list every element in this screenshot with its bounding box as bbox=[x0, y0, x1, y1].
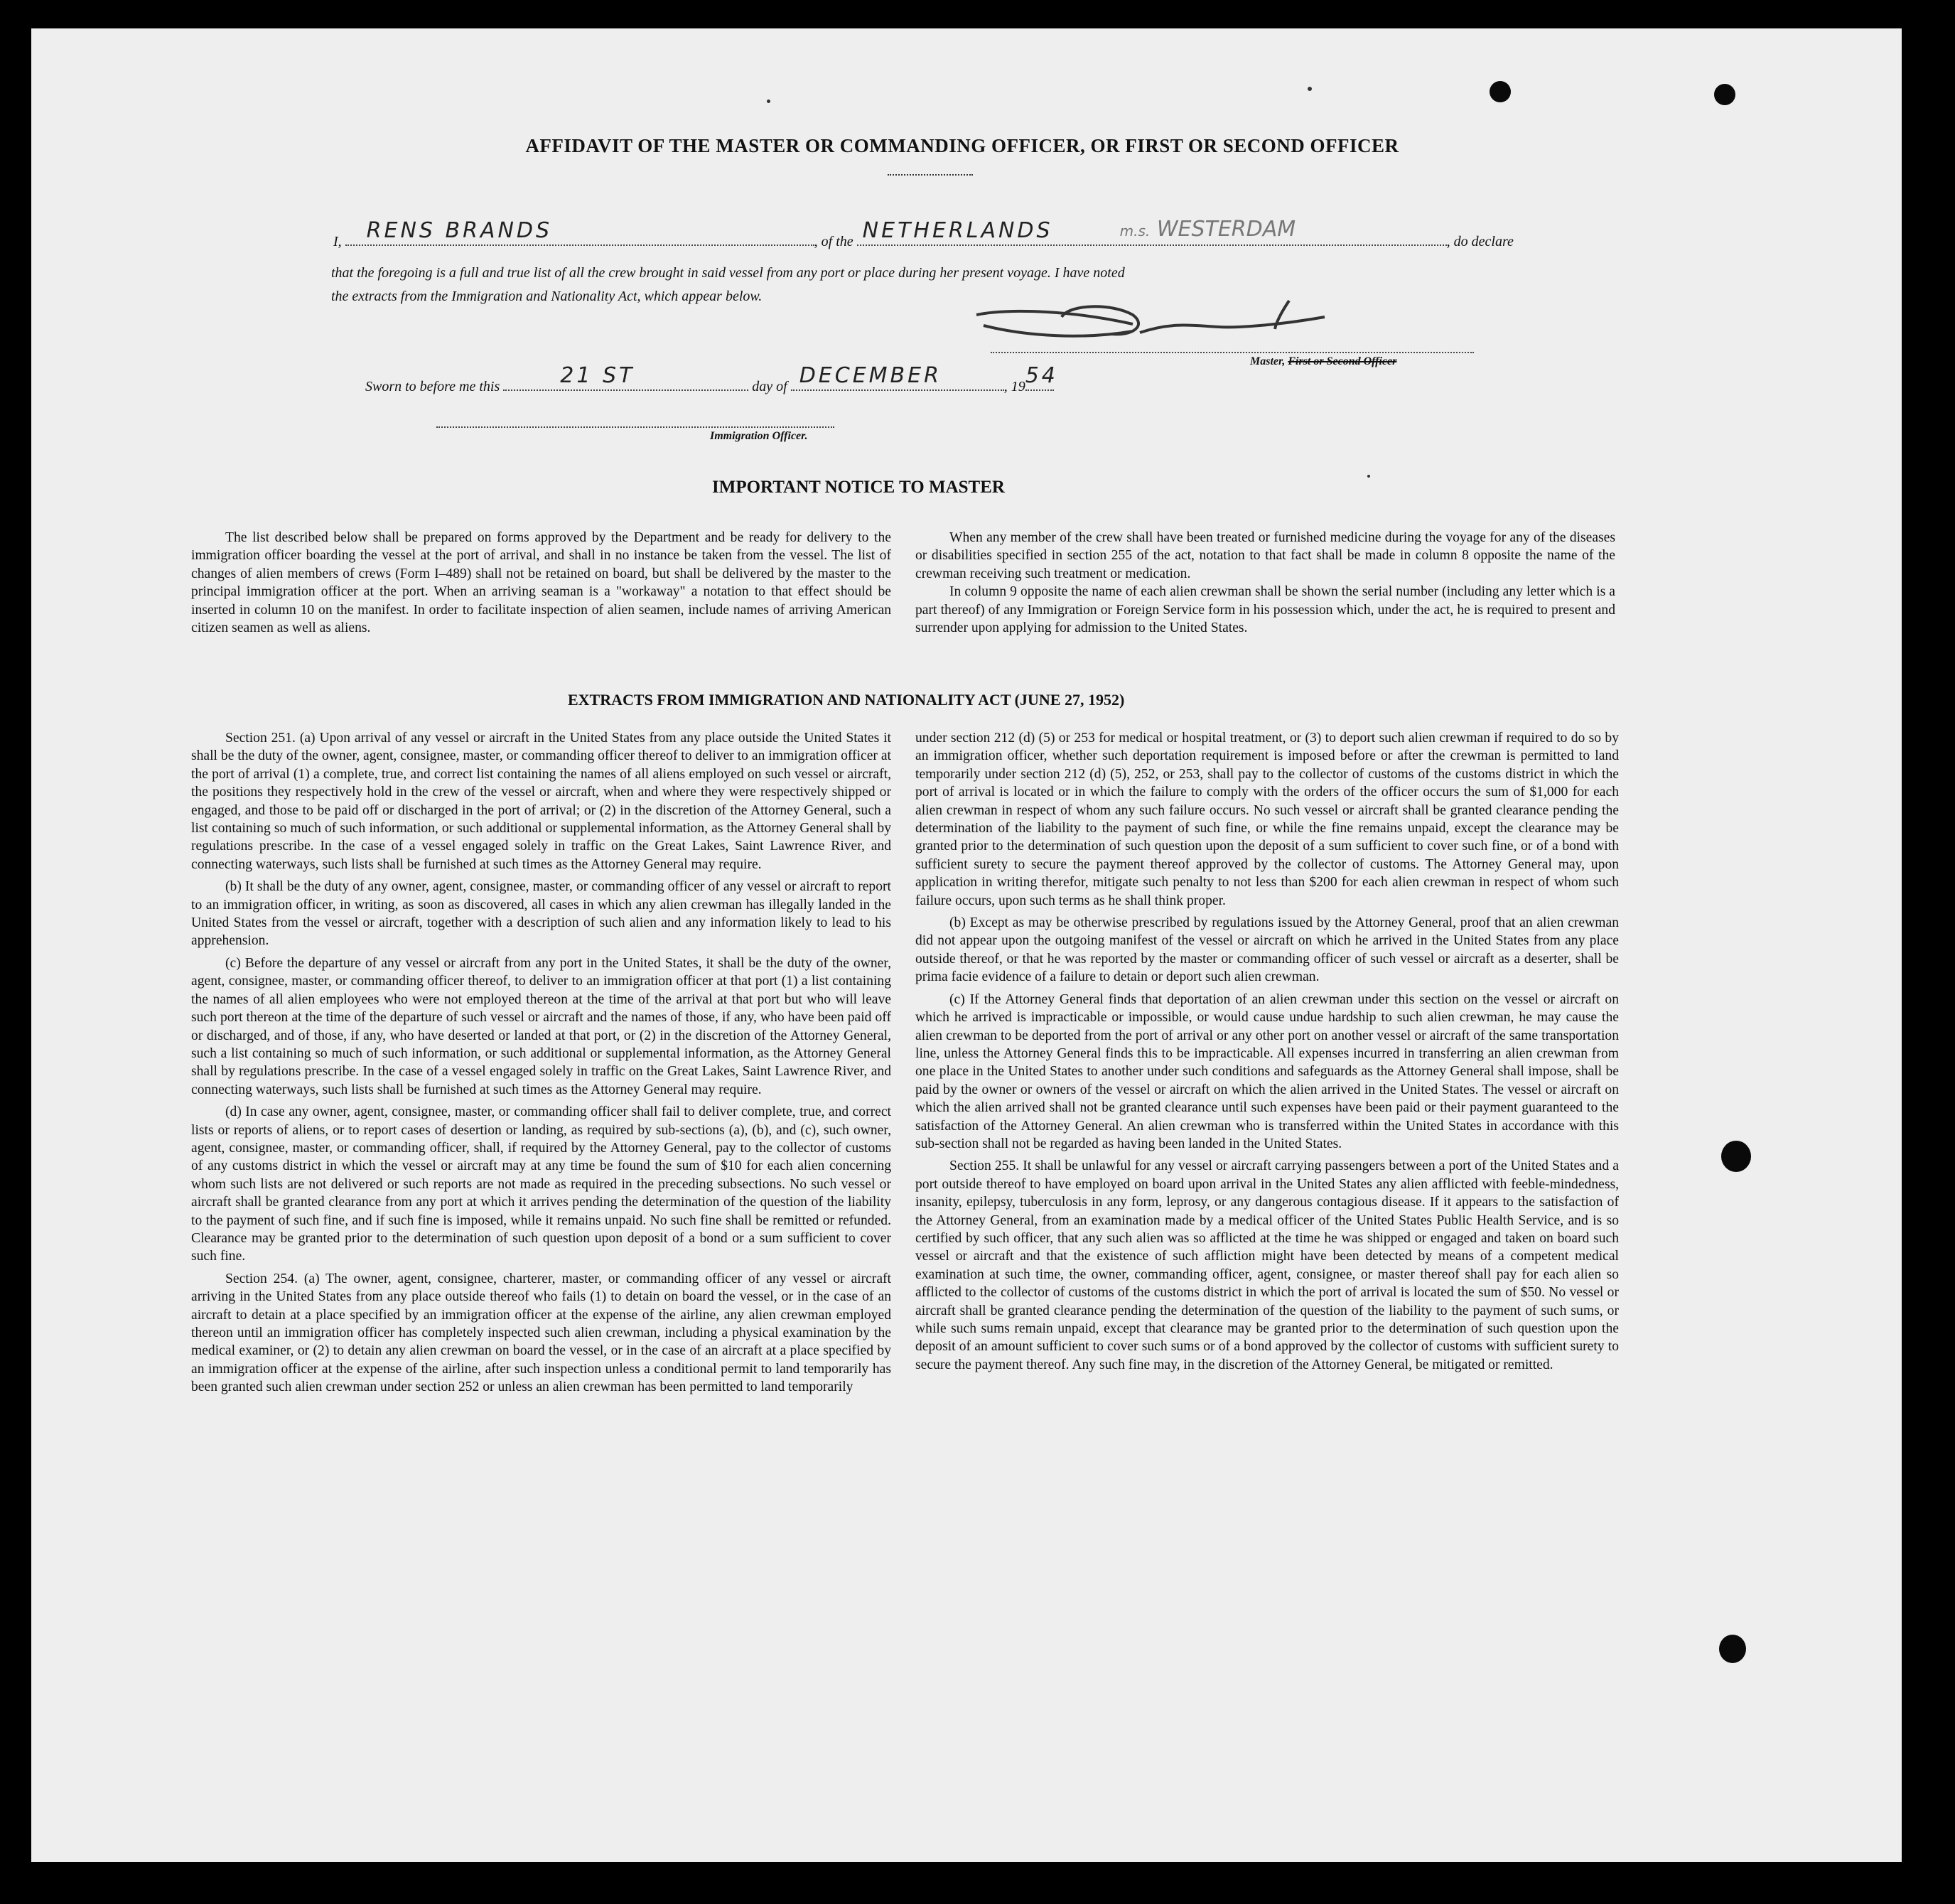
extracts-heading: EXTRACTS FROM IMMIGRATION AND NATIONALITY ACT (JUNE 27, 1952) bbox=[568, 691, 1125, 709]
section-254-a-continued: under section 212 (d) (5) or 253 for medical or hospital treatment, or (3) to deport such alien crewman if required to do so by an immigration officer, whether such deportation requirement is imposed before or after the crewman is permitted to land temporarily under section 212 (d) (5), 252, or 253, shall pay to the collector of customs of the customs district in which the port of arrival is located or in which the failure to comply with the orders of the officer occurs the sum of $1,000 for each alien crewman in respect of whom any such failure occurs. No such vessel or aircraft shall be granted clearance pending the determination of the liability to the payment of such fine, or while the fine remains unpaid, except the clearance may be granted prior to the determination of such question upon the deposit of a sum sufficient to cover such fine, or of a bond with sufficient surety to secure the payment thereof approved by the collector of customs. The Attorney General may, upon application in writing therefor, mitigate such penalty to not less than $200 for each alien crewman in respect of whom such failure occurs, upon such terms as he shall think proper. bbox=[915, 731, 1619, 908]
notice-right-column bbox=[915, 529, 1615, 637]
year-handwriting: 54 bbox=[1025, 363, 1058, 388]
sworn-day-handwriting: 21 ST bbox=[560, 363, 635, 388]
title-rule bbox=[888, 174, 973, 176]
declare-label: , do declare bbox=[1446, 234, 1514, 249]
punch-hole-top-1 bbox=[1490, 81, 1511, 102]
nationality-handwriting: NETHERLANDS bbox=[862, 218, 1053, 243]
section-251-a: Section 251. (a) Upon arrival of any vessel or aircraft in the United States from any place outside the United States it shall be the duty of the owner, agent, consignee, master, or commanding officer thereof to deliver to an immigration officer at the port of arrival (1) a complete, true, and correct list containing the names of all aliens employed on such vessel or aircraft, the positions they respectively hold in the crew of the vessel or aircraft, when and where they were respectively shipped or engaged, and those to be paid off or discharged in the port of arrival; or (2) in the discretion of the Attorney General, such a list containing so much of such information, or such additional or supplemental information, as the Attorney General shall by regulations prescribe. In the case of a vessel engaged solely in traffic on the Great Lakes, Saint Lawrence River, and connecting waterways, such lists shall be furnished at such times as the Attorney General may require. bbox=[191, 731, 891, 872]
year-field bbox=[1025, 363, 1058, 391]
punch-hole-middle bbox=[1721, 1141, 1751, 1172]
notice-left-paragraph: The list described below shall be prepared on forms approved by the Department and be ready for delivery to the immigration officer boarding the vessel at the port of arrival, and shall in no instance be taken from the vessel. The list of changes of alien members of crews (Form I–489) shall not be retained on board, but shall be delivered by the master to the principal immigration officer at the port. When an arriving seaman is a "workaway" a notation to that effect should be inserted in column 10 on the manifest. In order to facilitate inspection of alien seamen, include names of arriving American citizen seamen as well as aliens. bbox=[191, 530, 891, 636]
day-of-label: day of bbox=[752, 379, 787, 394]
vessel-stamp-prefix: m.s. bbox=[1119, 222, 1151, 240]
notice-right-paragraph-2: In column 9 opposite the name of each alien crewman shall be shown the serial number (including any letter which is a part thereof) of any Immigration or Foreign Service form in his possession which, under the act, he is required to present and surrender upon applying for admission to the United States. bbox=[915, 584, 1615, 636]
signature-caption-struck: First or Second Officer bbox=[1288, 355, 1397, 367]
signature-caption-master: Master, bbox=[1250, 355, 1286, 367]
vessel-stamp-name: WESTERDAM bbox=[1156, 217, 1296, 242]
punch-hole-bottom bbox=[1719, 1635, 1746, 1663]
sworn-month-field bbox=[791, 363, 1004, 391]
sworn-day-field bbox=[503, 363, 748, 391]
notice-heading: IMPORTANT NOTICE TO MASTER bbox=[712, 478, 1005, 497]
vessel-stamp bbox=[1120, 217, 1296, 242]
master-name-field bbox=[345, 218, 814, 246]
immigration-officer-caption: Immigration Officer. bbox=[710, 430, 808, 442]
section-254-b: (b) Except as may be otherwise prescribed by regulations issued by the Attorney General, proof that an alien crewman did not appear upon the outgoing manifest of the vessel or aircraft on which he arrived in the United States from any place outside thereof, or that he was reported by the master or commanding officer of such vessel or aircraft as a deserter, shall be prima facie evidence of a failure to detain or deport such alien crewman. bbox=[915, 915, 1619, 985]
master-signature-line bbox=[991, 352, 1474, 353]
year-prefix: , 19 bbox=[1003, 379, 1025, 394]
notice-left-column bbox=[191, 529, 891, 637]
scan-speck bbox=[1367, 475, 1370, 478]
section-255: Section 255. It shall be unlawful for any vessel or aircraft carrying passengers between a port of the United States and a port outside thereof to have employed on board upon arrival in the United States any alien afflicted with feeble-mindedness, insanity, epilepsy, tuberculosis in any form, leprosy, or any dangerous contagious disease. If it appears to the satisfaction of the Attorney General, from an examination made by a medical officer of the United States Public Health Service, and is so certified by such officer, that any such alien was so afflicted at the time he was shipped or engaged and taken on board such vessel or aircraft and that the existence of such affliction might have been detected by means of a competent medical examination at such time, the owner, commanding officer, agent, consignee, or master thereof shall pay for each alien so afflicted to the collector of customs of the customs district in which the port of arrival is located the sum of $50. No vessel or aircraft shall be granted clearance pending the determination of the question of the liability to the payment of such sums, or while such sums remain unpaid, except that clearance may be granted prior to the determination of such question upon the deposit of an amount sufficient to cover such sums or of a bond approved by the collector of customs with sufficient surety to secure the payment thereof. Any such fine may, in the discretion of the Attorney General, be mitigated or remitted. bbox=[915, 1158, 1619, 1372]
i-label: I, bbox=[333, 234, 342, 249]
punch-hole-top-2 bbox=[1714, 84, 1735, 105]
declaration-body-1: that the foregoing is a full and true list of all the crew brought in said vessel from any port or place during her present voyage. I have noted bbox=[331, 265, 1125, 281]
immigration-officer-line bbox=[436, 426, 834, 428]
scan-speck bbox=[1308, 87, 1312, 91]
of-the-label: , of the bbox=[814, 234, 853, 249]
section-251-d: (d) In case any owner, agent, consignee, master, or commanding officer shall fail to deliver complete, true, and correct lists or reports of aliens, or to report cases of desertion or landing, as required by sub-sections (a), (b), and (c), such owner, agent, consignee, master, or commanding officer, shall, if required by the Attorney General, pay to the collector of customs of any customs district in which the vessel or aircraft may at any time be found the sum of $10 for each alien concerning whom such lists are not delivered or such reports are not made as required in the preceding subsections. No such vessel or aircraft shall be granted clearance from any port at which it arrives pending the determination of the question of the liability to the payment of such fine, and if such fine is imposed, while it remains unpaid. No such fine shall be remitted or refunded. Clearance may be granted prior to the determination of such question upon deposit of a bond or a sum sufficient to cover such fine. bbox=[191, 1104, 891, 1264]
section-251-c: (c) Before the departure of any vessel or aircraft from any port in the United States, it shall be the duty of the owner, agent, consignee, master, or commanding officer thereof, to deliver to an immigration officer at that port (1) a list containing the names of all alien employees who were not employed thereon at the time of the arrival at that port but who will leave such port thereon at the time of the departure of such vessel or aircraft and the names of those, if any, who have been paid off or discharged, and of those, if any, who have deserted or landed at that port, or (2) in the discretion of the Attorney General, such a list containing so much of such information, or such additional or supplemental information, as the Attorney General shall by regulations prescribe. In the case of a vessel engaged solely in traffic on the Great Lakes, Saint Lawrence River, and connecting waterways, such lists shall be furnished at such times as the Attorney General may require. bbox=[191, 955, 891, 1097]
extracts-right-column bbox=[915, 729, 1619, 1374]
master-name-handwriting: RENS BRANDS bbox=[366, 218, 553, 243]
vessel-field bbox=[857, 217, 1447, 246]
notice-right-paragraph-1: When any member of the crew shall have been treated or furnished medicine during the voyage for any of the diseases or disabilities specified in section 255 of the act, notation to that fact shall be made in column 8 opposite the name of the crewman receiving such treatment or medication. bbox=[915, 530, 1615, 581]
scan-speck bbox=[767, 99, 770, 103]
sworn-month-handwriting: DECEMBER bbox=[799, 363, 942, 388]
section-254-a: Section 254. (a) The owner, agent, consignee, charterer, master, or commanding officer of any vessel or aircraft arriving in the United States from any place outside thereof who fails (1) to detain on board the vessel, or in the case of an aircraft to detain at a place specified by an immigration officer at the expense of the airline, any alien crewman employed thereon until an immigration officer has completely inspected such alien crewman, including a physical examination by the medical examiner, or (2) to detain any alien crewman on board the vessel, or in the case of an aircraft at a place specified by an immigration officer at the expense of the airline, after such inspection unless a conditional permit to land temporarily has been granted such alien crewman under section 252 or unless an alien crewman has been permitted to land temporarily bbox=[191, 1271, 891, 1395]
extracts-left-column bbox=[191, 729, 891, 1397]
sworn-line bbox=[365, 363, 1058, 395]
sworn-label: Sworn to before me this bbox=[365, 379, 500, 394]
declaration-body-2: the extracts from the Immigration and Nationality Act, which appear below. bbox=[331, 289, 763, 304]
section-251-b: (b) It shall be the duty of any owner, agent, consignee, master, or commanding officer of any vessel or aircraft to report to an immigration officer, in writing, as soon as discovered, all cases in which any alien crewman has illegally landed in the United States from the vessel or aircraft, together with a description of such alien and any information likely to lead to his apprehension. bbox=[191, 879, 891, 949]
section-254-c: (c) If the Attorney General finds that deportation of an alien crewman under this section on the vessel or aircraft on which he arrived is impracticable or impossible, or would cause undue hardship to such alien crewman, he may cause the alien crewman to be deported from the port of arrival or any other port on another vessel or aircraft of the same transportation line, unless the Attorney General finds this to be impracticable. All expenses incurred in transferring an alien crewman from one place in the United States to another under such conditions and safeguards as the Attorney General shall impose, shall be paid by the owner or owners of the vessel or aircraft on which the alien arrived in the United States. The vessel or aircraft on which the alien arrived shall not be granted clearance until such expenses have been paid or their payment guaranteed to the satisfaction of the Attorney General. An alien crewman who is transferred within the United States in accordance with this sub-section shall not be regarded as having been landed in the United States. bbox=[915, 991, 1619, 1151]
signature-caption bbox=[1250, 355, 1396, 368]
document-page bbox=[31, 28, 1902, 1862]
affidavit-title: AFFIDAVIT OF THE MASTER OR COMMANDING OFFICER, OR FIRST OR SECOND OFFICER bbox=[525, 135, 1399, 156]
declaration-line bbox=[333, 217, 1514, 250]
